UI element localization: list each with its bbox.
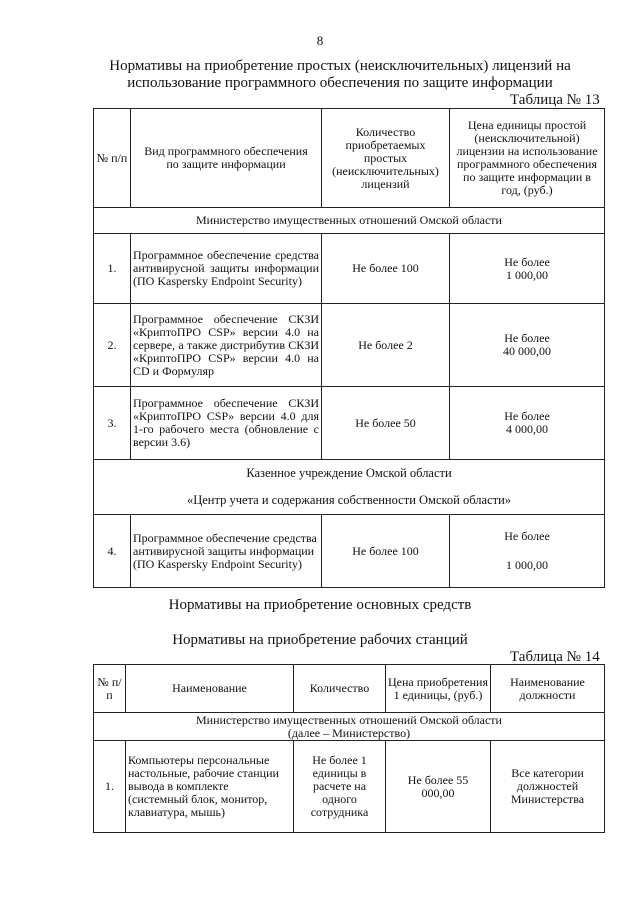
row-software: Программное обеспечение средства антивирусной защиты информации (ПО Kaspersky Endpoint Security) <box>131 234 322 304</box>
table13-header-price: Цена единицы простой (неисключительной) лицензии на использование программного обеспечения по защите информации в год, (руб.) <box>450 109 605 208</box>
row-position: Все категории должностей Министерства <box>491 741 605 833</box>
row-num: 3. <box>94 387 131 460</box>
table-14 <box>93 664 605 833</box>
row-price-value: 40 000,00 <box>503 344 551 358</box>
table13-section-kazennoe <box>94 460 605 515</box>
table14-header-num: № п/п <box>94 665 126 713</box>
table13-title <box>90 58 590 92</box>
table13-section-row <box>94 208 605 234</box>
row-price-prefix: Не более <box>504 409 550 423</box>
table-row <box>94 515 605 588</box>
table-row <box>94 304 605 387</box>
table14-header-position: Наименование должности <box>491 665 605 713</box>
table13-section-ministry: Министерство имущественных отношений Омской области <box>94 208 605 234</box>
row-num: 4. <box>94 515 131 588</box>
row-qty: Не более 100 <box>322 515 450 588</box>
row-qty: Не более 1 единицы в расчете на одного сотрудника <box>294 741 386 833</box>
table13-header-qty: Количество приобретаемых простых (неисключительных) лицензий <box>322 109 450 208</box>
section-line1: Министерство имущественных отношений Омской области <box>196 712 502 727</box>
table-row <box>94 387 605 460</box>
row-price <box>450 234 605 304</box>
table13-title-line2: использование программного обеспечения по защите информации <box>127 75 553 91</box>
row-num: 1. <box>94 741 126 833</box>
section-line2: (далее – Министерство) <box>287 725 411 740</box>
row-qty: Не более 50 <box>322 387 450 460</box>
row-price <box>450 304 605 387</box>
row-price-value: 1 000,00 <box>506 267 548 282</box>
table14-label: Таблица № 14 <box>510 649 600 665</box>
table13-label: Таблица № 13 <box>510 92 600 108</box>
table-row <box>94 234 605 304</box>
table14-header-name: Наименование <box>126 665 294 713</box>
table14-header-qty: Количество <box>294 665 386 713</box>
table14-section-ministry <box>94 713 605 741</box>
row-price <box>450 387 605 460</box>
table-row <box>94 741 605 833</box>
section-line1: Казенное учреждение Омской области <box>246 466 452 480</box>
heading-workstations: Нормативы на приобретение рабочих станций <box>172 632 468 648</box>
row-qty: Не более 2 <box>322 304 450 387</box>
table14-header-row <box>94 665 605 713</box>
row-price-prefix: Не более <box>504 529 550 543</box>
row-price-value: 1 000,00 <box>506 558 548 572</box>
table14-section-row <box>94 713 605 741</box>
table13-header-num: № п/п <box>94 109 131 208</box>
table13-section-row <box>94 460 605 515</box>
table13-header-type: Вид программного обеспечения по защите информации <box>131 109 322 208</box>
row-price <box>450 515 605 588</box>
table14-header-price: Цена приобретения 1 единицы, (руб.) <box>386 665 491 713</box>
row-num: 2. <box>94 304 131 387</box>
row-price-value: 4 000,00 <box>506 422 548 436</box>
page-number: 8 <box>316 33 324 48</box>
row-price-prefix: Не более <box>504 331 550 345</box>
section-line2: «Центр учета и содержания собственности Омской области» <box>186 493 512 507</box>
row-num: 1. <box>94 234 131 304</box>
table-13 <box>93 108 605 588</box>
row-software: Программное обеспечение СКЗИ «КриптоПРО CSP» версии 4.0 на сервере, а также дистрибутив СКЗИ «КриптоПРО CSP» версии 4.0 на CD и Формуляр <box>131 304 322 387</box>
table13-title-line1: Нормативы на приобретение простых (неисключительных) лицензий на <box>109 58 571 74</box>
row-price-prefix: Не более <box>504 254 550 269</box>
heading-fixed-assets: Нормативы на приобретение основных средств <box>168 597 472 613</box>
row-software: Программное обеспечение СКЗИ «КриптоПРО CSP» версии 4.0 для 1-го рабочего места (обновление с версии 3.6) <box>131 387 322 460</box>
row-qty: Не более 100 <box>322 234 450 304</box>
table13-header-row <box>94 109 605 208</box>
row-price: Не более 55 000,00 <box>386 741 491 833</box>
row-name: Компьютеры персональные настольные, рабочие станции вывода в комплекте (системный блок, монитор, клавиатура, мышь) <box>126 741 294 833</box>
row-software: Программное обеспечение средства антивирусной защиты информации (ПО Kaspersky Endpoint Security) <box>131 515 322 588</box>
